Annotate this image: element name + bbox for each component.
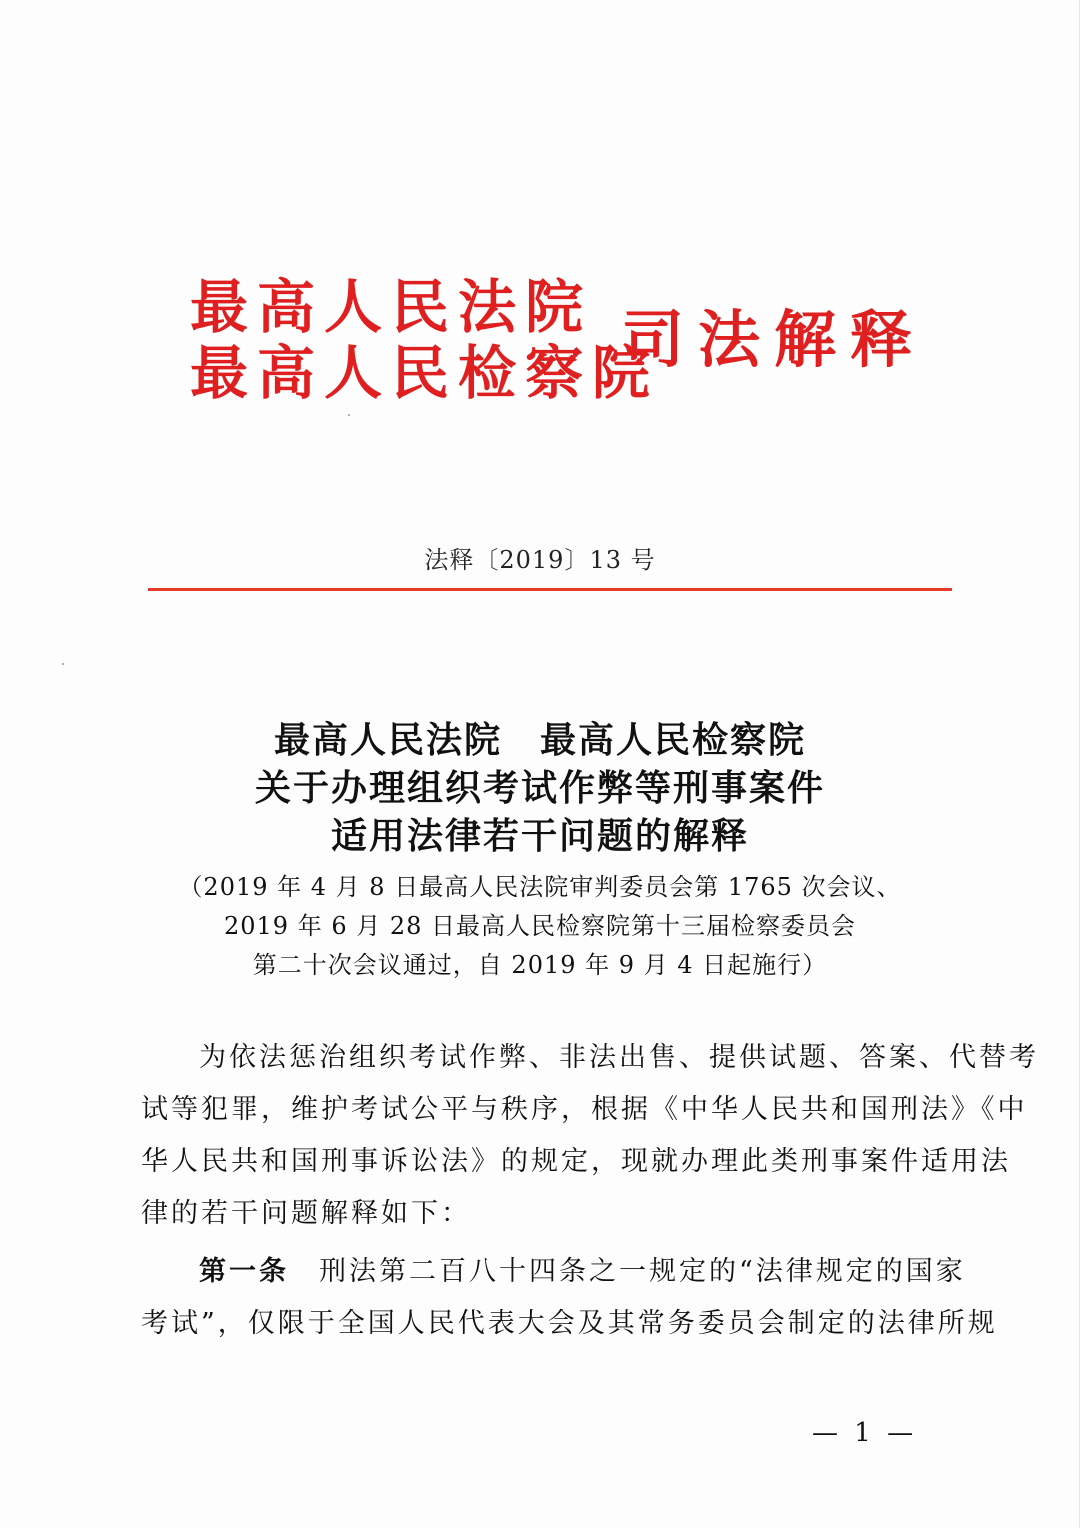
title-line-2: 关于办理组织考试作弊等刑事案件 — [254, 767, 825, 809]
article-1-text: 刑法第二百八十四条之一规定的“法律规定的国家 — [289, 1256, 966, 1287]
adoption-note-line-2: 2019 年 6 月 28 日最高人民检察院第十三届检察委员会 — [223, 912, 857, 940]
scan-speck — [348, 414, 350, 416]
document-title — [0, 716, 1080, 860]
scan-speck — [62, 663, 64, 665]
article-1-line-2: 考试”，仅限于全国人民代表大会及其常务委员会制定的法律所规 — [141, 1308, 998, 1339]
article-1-line-1 — [141, 1246, 966, 1298]
preamble-line: 为依法惩治组织考试作弊、非法出售、提供试题、答案、代替考 — [199, 1042, 1039, 1073]
title-line-3: 适用法律若干问题的解释 — [330, 815, 749, 857]
masthead-court: 最高人民法院 — [190, 273, 593, 341]
adoption-note-line-1: （2019 年 4 月 8 日最高人民法院审判委员会第 1765 次会议、 — [178, 873, 902, 901]
document-number: 法释〔2019〕13 号 — [424, 546, 656, 574]
page-number: — 1 — — [812, 1418, 918, 1448]
red-masthead — [190, 272, 930, 412]
red-separator-line — [148, 588, 952, 591]
preamble-line: 律的若干问题解释如下： — [141, 1198, 471, 1229]
preamble-line: 华人民共和国刑事诉讼法》的规定，现就办理此类刑事案件适用法 — [141, 1146, 1011, 1177]
title-line-1: 最高人民法院 最高人民检察院 — [273, 719, 806, 761]
adoption-note — [0, 868, 1080, 985]
preamble-line: 试等犯罪，维护考试公平与秩序，根据《中华人民共和国刑法》《中 — [141, 1094, 1028, 1125]
adoption-note-line-3: 第二十次会议通过，自 2019 年 9 月 4 日起施行） — [252, 951, 828, 979]
body-text — [141, 1032, 1039, 1350]
article-1-label: 第一条 — [199, 1256, 289, 1287]
masthead-judicial-interpretation: 司法解释 — [622, 303, 927, 376]
masthead-procuratorate: 最高人民检察院 — [190, 339, 660, 407]
